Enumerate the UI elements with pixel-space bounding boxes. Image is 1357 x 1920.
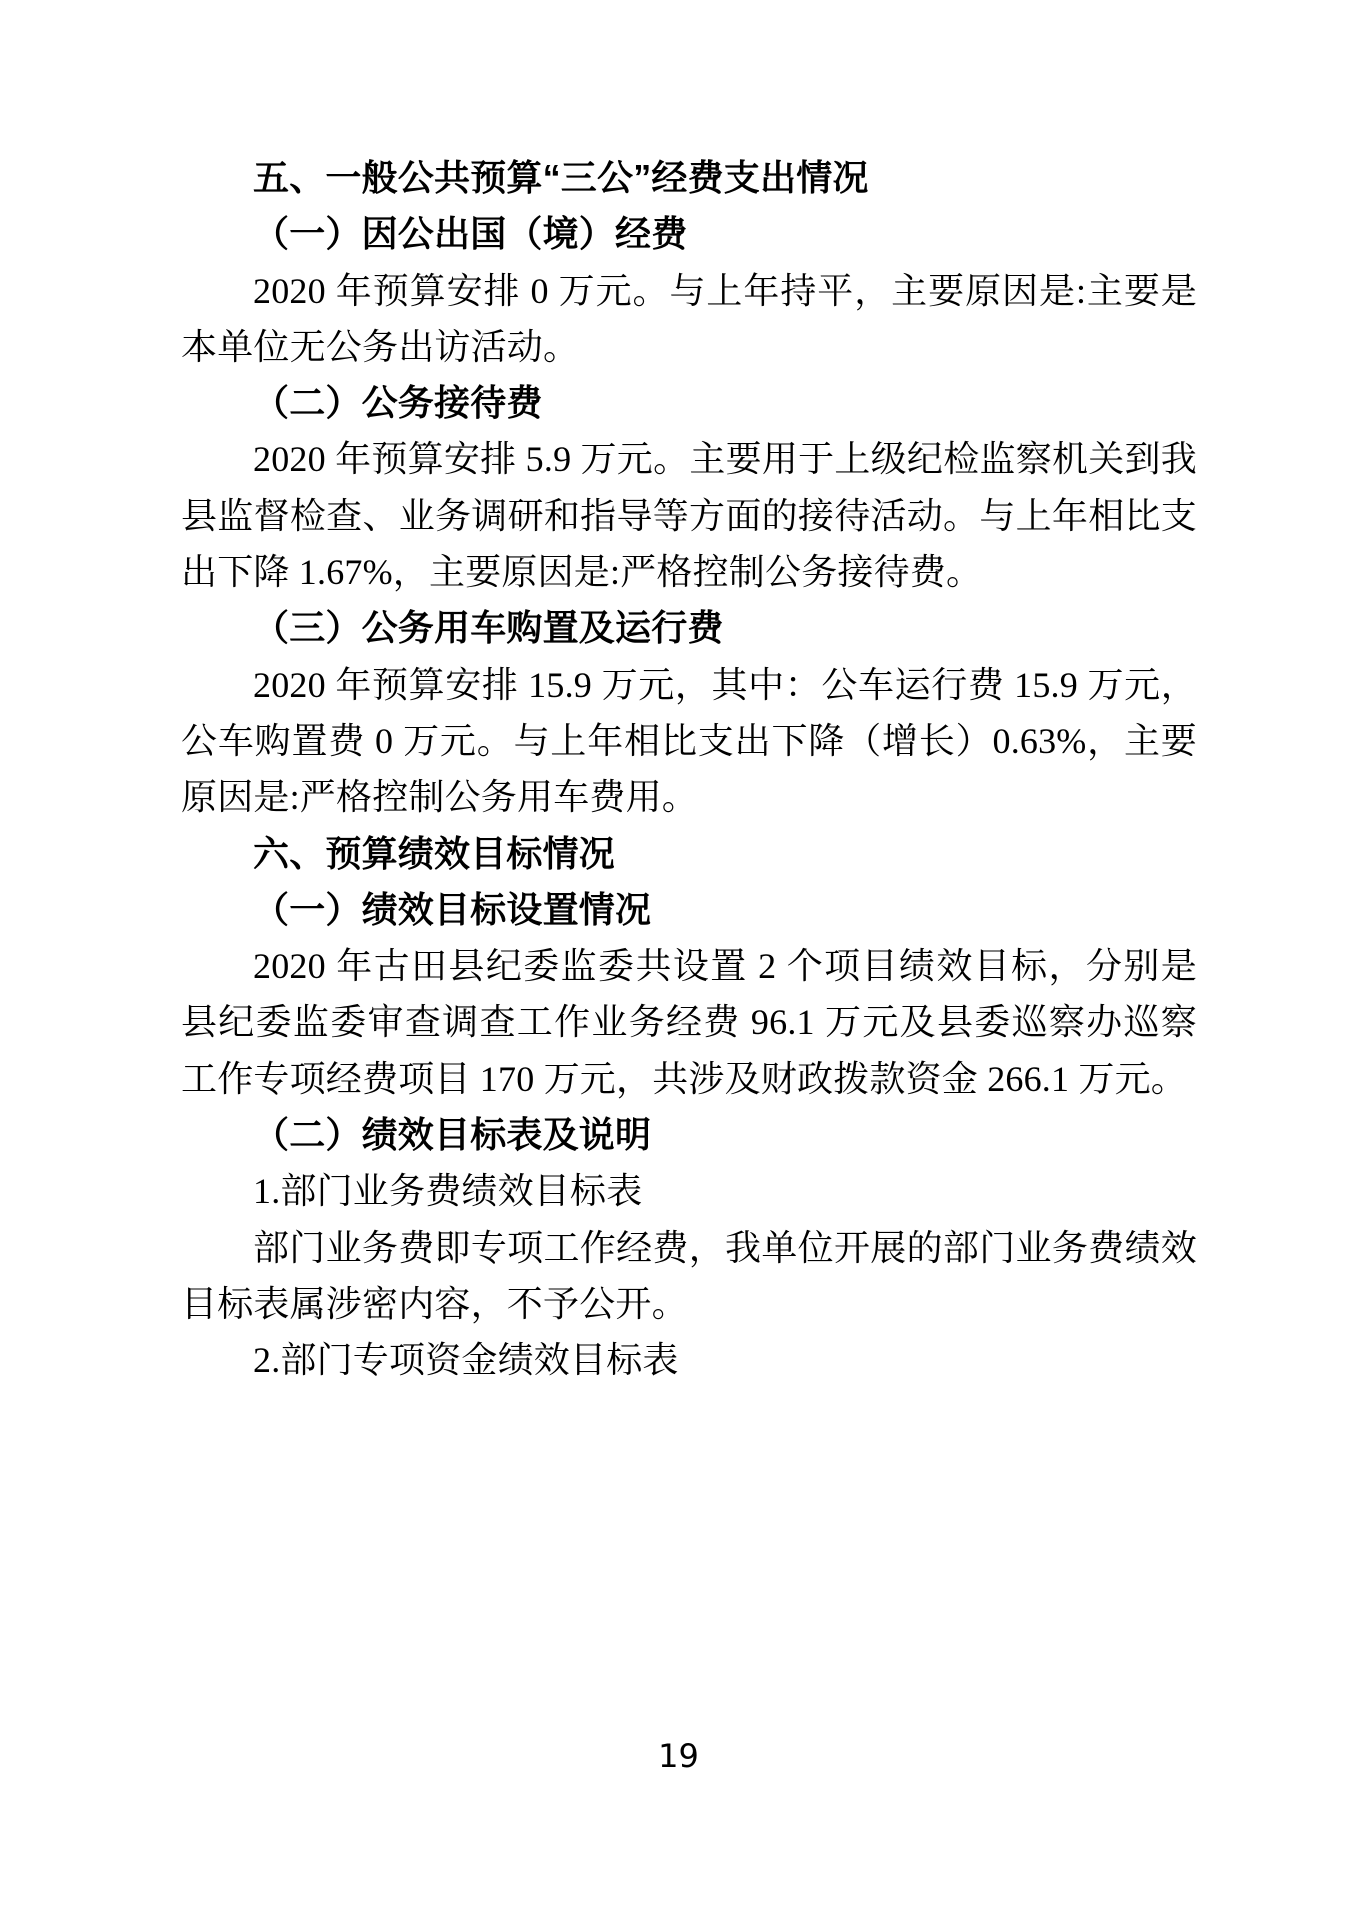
paragraph-reception-expense: 2020 年预算安排 5.9 万元。主要用于上级纪检监察机关到我县监督检查、业务调研和指导等方面的接待活动。与上年相比支出下降 1.67%，主要原因是:严格控制公务接待费。 bbox=[181, 439, 1197, 593]
paragraph-performance-setup: 2020 年古田县纪委监委共设置 2 个项目绩效目标，分别是县纪委监委审查调查工作业务经费 96.1 万元及县委巡察办巡察工作专项经费项目 170 万元，共涉及财政拨款资金 266.1 万元。 bbox=[181, 946, 1197, 1099]
page-number: 19 bbox=[658, 1737, 699, 1775]
subheading-performance-setup: （一）绩效目标设置情况 bbox=[253, 889, 652, 930]
document-content bbox=[181, 150, 1197, 1389]
paragraph-abroad-expense: 2020 年预算安排 0 万元。与上年持平，主要原因是:主要是本单位无公务出访活动。 bbox=[181, 270, 1197, 367]
paragraph-vehicle-expense: 2020 年预算安排 15.9 万元，其中：公车运行费 15.9 万元，公车购置费 0 万元。与上年相比支出下降（增长）0.63%，主要原因是:严格控制公务用车费用。 bbox=[181, 664, 1197, 818]
section-heading-five: 五、一般公共预算“三公”经费支出情况 bbox=[253, 157, 869, 198]
subheading-abroad-expense: （一）因公出国（境）经费 bbox=[253, 214, 688, 255]
paragraph-dept-business-fee: 部门业务费即专项工作经费，我单位开展的部门业务费绩效目标表属涉密内容，不予公开。 bbox=[181, 1227, 1197, 1324]
subheading-vehicle-expense: （三）公务用车购置及运行费 bbox=[253, 608, 724, 649]
section-heading-six: 六、预算绩效目标情况 bbox=[253, 832, 616, 874]
item-dept-business-fee-table: 1.部门业务费绩效目标表 bbox=[253, 1171, 643, 1212]
subheading-performance-table: （二）绩效目标表及说明 bbox=[253, 1115, 652, 1156]
item-dept-special-fund-table: 2.部门专项资金绩效目标表 bbox=[253, 1340, 679, 1381]
subheading-reception-expense: （二）公务接待费 bbox=[253, 383, 543, 424]
